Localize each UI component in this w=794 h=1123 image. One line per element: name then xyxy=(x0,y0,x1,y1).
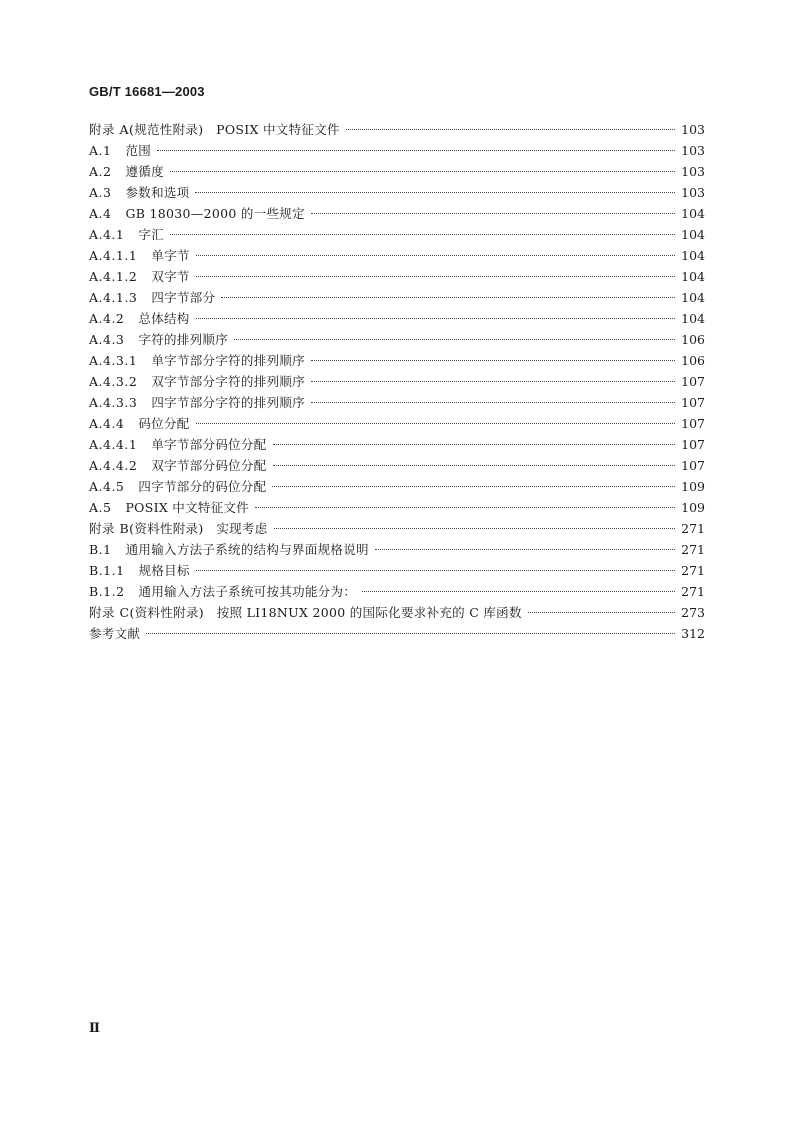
toc-leader-dots xyxy=(273,465,676,466)
toc-entry[interactable] xyxy=(89,119,705,140)
toc-entry-number: 附录 B xyxy=(89,521,130,536)
table-of-contents xyxy=(89,119,705,644)
toc-leader-dots xyxy=(311,213,675,214)
toc-entry-title: 通用输入方法子系统的结构与界面规格说明 xyxy=(125,542,369,557)
toc-entry-number: 附录 C xyxy=(89,605,130,620)
toc-entry-page: 273 xyxy=(681,605,705,620)
toc-entry-number: A.3 xyxy=(89,185,112,200)
toc-entry-page: 103 xyxy=(681,143,705,158)
toc-entry-number: 附录 A xyxy=(89,122,130,137)
toc-entry-page: 104 xyxy=(681,290,705,305)
toc-entry[interactable] xyxy=(89,623,705,644)
toc-entry-page: 271 xyxy=(681,563,705,578)
toc-leader-dots xyxy=(196,423,676,424)
toc-entry[interactable] xyxy=(89,329,705,350)
toc-leader-dots xyxy=(528,612,675,613)
toc-entry-title: 参考文献 xyxy=(89,626,141,641)
toc-entry[interactable] xyxy=(89,476,705,497)
toc-entry-title: 字汇 xyxy=(138,227,164,242)
toc-entry-number: A.4.3.1 xyxy=(89,353,138,368)
toc-entry[interactable] xyxy=(89,581,705,602)
toc-entry-title: (规范性附录) POSIX 中文特征文件 xyxy=(129,122,340,137)
toc-entry-number: A.4.1.3 xyxy=(89,290,138,305)
toc-entry[interactable] xyxy=(89,455,705,476)
toc-entry-title: (资料性附录) 按照 LI18NUX 2000 的国际化要求补充的 C 库函数 xyxy=(129,605,522,620)
toc-entry-page: 104 xyxy=(681,311,705,326)
toc-entry-page: 107 xyxy=(681,458,705,473)
toc-leader-dots xyxy=(375,549,675,550)
toc-entry-number: A.5 xyxy=(89,500,112,515)
toc-entry-number: B.1.1 xyxy=(89,563,125,578)
page-number: Ⅱ xyxy=(89,1021,100,1036)
toc-entry[interactable] xyxy=(89,140,705,161)
toc-leader-dots xyxy=(196,276,675,277)
toc-leader-dots xyxy=(346,129,675,130)
toc-entry-title: 参数和选项 xyxy=(125,185,190,200)
toc-entry-page: 103 xyxy=(681,122,705,137)
toc-entry-title: 四字节部分 xyxy=(151,290,216,305)
toc-entry[interactable] xyxy=(89,539,705,560)
toc-entry[interactable] xyxy=(89,182,705,203)
toc-leader-dots xyxy=(221,297,675,298)
toc-entry[interactable] xyxy=(89,518,705,539)
toc-entry-title: 单字节部分字符的排列顺序 xyxy=(151,353,305,368)
toc-entry-page: 104 xyxy=(681,269,705,284)
toc-entry-title: 四字节部分的码位分配 xyxy=(138,479,267,494)
toc-entry-number: A.4 xyxy=(89,206,112,221)
toc-entry-title: 范围 xyxy=(125,143,152,158)
toc-entry-page: 103 xyxy=(681,164,705,179)
toc-entry-number: A.4.1.1 xyxy=(89,248,138,263)
toc-entry-number: A.4.4.2 xyxy=(89,458,138,473)
document-id: GB/T 16681—2003 xyxy=(89,84,205,99)
toc-entry[interactable] xyxy=(89,287,705,308)
toc-entry-page: 107 xyxy=(681,395,705,410)
toc-entry-title: 单字节部分码位分配 xyxy=(151,437,267,452)
toc-leader-dots xyxy=(146,633,675,634)
toc-entry-number: A.4.3.3 xyxy=(89,395,138,410)
toc-leader-dots xyxy=(311,360,675,361)
toc-leader-dots xyxy=(255,507,675,508)
toc-entry[interactable] xyxy=(89,371,705,392)
toc-entry-title: GB 18030—2000 的一些规定 xyxy=(125,206,305,221)
toc-entry-page: 107 xyxy=(681,416,705,431)
toc-entry-number: A.1 xyxy=(89,143,112,158)
toc-leader-dots xyxy=(362,591,675,592)
toc-leader-dots xyxy=(234,339,675,340)
toc-entry-page: 109 xyxy=(681,479,705,494)
toc-entry-number: A.2 xyxy=(89,164,112,179)
toc-leader-dots xyxy=(274,528,676,529)
toc-entry-page: 104 xyxy=(681,227,705,242)
toc-entry-page: 104 xyxy=(681,248,705,263)
toc-entry-page: 271 xyxy=(681,542,705,557)
toc-entry-page: 106 xyxy=(681,353,705,368)
toc-entry[interactable] xyxy=(89,560,705,581)
toc-entry-title: 双字节 xyxy=(151,269,190,284)
toc-entry[interactable] xyxy=(89,434,705,455)
toc-entry-number: A.4.2 xyxy=(89,311,125,326)
toc-leader-dots xyxy=(311,402,675,403)
toc-entry-page: 107 xyxy=(681,374,705,389)
toc-entry-page: 109 xyxy=(681,500,705,515)
toc-leader-dots xyxy=(196,318,676,319)
toc-entry-title: 四字节部分字符的排列顺序 xyxy=(151,395,305,410)
toc-entry-number: A.4.5 xyxy=(89,479,125,494)
toc-leader-dots xyxy=(196,570,675,571)
toc-leader-dots xyxy=(157,150,675,151)
toc-entry-page: 106 xyxy=(681,332,705,347)
toc-entry-number: A.4.3.2 xyxy=(89,374,138,389)
toc-entry-title: 双字节部分码位分配 xyxy=(151,458,267,473)
toc-entry-title: 码位分配 xyxy=(138,416,190,431)
toc-entry-number: B.1.2 xyxy=(89,584,125,599)
toc-entry[interactable] xyxy=(89,497,705,518)
toc-entry-title: 字符的排列顺序 xyxy=(138,332,228,347)
toc-entry-title: 总体结构 xyxy=(138,311,190,326)
toc-leader-dots xyxy=(170,234,675,235)
toc-entry-number: A.4.4 xyxy=(89,416,125,431)
toc-entry[interactable] xyxy=(89,413,705,434)
toc-entry-title: POSIX 中文特征文件 xyxy=(125,500,250,515)
toc-entry[interactable] xyxy=(89,266,705,287)
toc-entry-number: B.1 xyxy=(89,542,112,557)
toc-leader-dots xyxy=(195,192,675,193)
toc-entry-title: 规格目标 xyxy=(138,563,190,578)
toc-entry[interactable] xyxy=(89,392,705,413)
toc-entry-title: 遵循度 xyxy=(125,164,164,179)
toc-entry-title: 双字节部分字符的排列顺序 xyxy=(151,374,305,389)
toc-entry[interactable] xyxy=(89,203,705,224)
toc-entry-number: A.4.4.1 xyxy=(89,437,138,452)
toc-entry-number: A.4.1 xyxy=(89,227,125,242)
toc-leader-dots xyxy=(272,486,675,487)
toc-leader-dots xyxy=(170,171,675,172)
toc-entry[interactable] xyxy=(89,161,705,182)
toc-entry-page: 271 xyxy=(681,521,705,536)
toc-entry[interactable] xyxy=(89,308,705,329)
toc-entry-number: A.4.1.2 xyxy=(89,269,138,284)
toc-entry-page: 271 xyxy=(681,584,705,599)
toc-entry-title: (资料性附录) 实现考虑 xyxy=(129,521,268,536)
toc-leader-dots xyxy=(196,255,675,256)
toc-entry-title: 单字节 xyxy=(151,248,190,263)
toc-leader-dots xyxy=(273,444,676,445)
toc-entry-page: 104 xyxy=(681,206,705,221)
toc-entry-number: A.4.3 xyxy=(89,332,125,347)
toc-entry[interactable] xyxy=(89,245,705,266)
toc-entry-page: 312 xyxy=(681,626,705,641)
toc-entry[interactable] xyxy=(89,602,705,623)
toc-entry-page: 103 xyxy=(681,185,705,200)
toc-entry[interactable] xyxy=(89,350,705,371)
toc-entry-title: 通用输入方法子系统可按其功能分为： xyxy=(138,584,357,599)
toc-leader-dots xyxy=(311,381,675,382)
toc-entry[interactable] xyxy=(89,224,705,245)
toc-entry-page: 107 xyxy=(681,437,705,452)
